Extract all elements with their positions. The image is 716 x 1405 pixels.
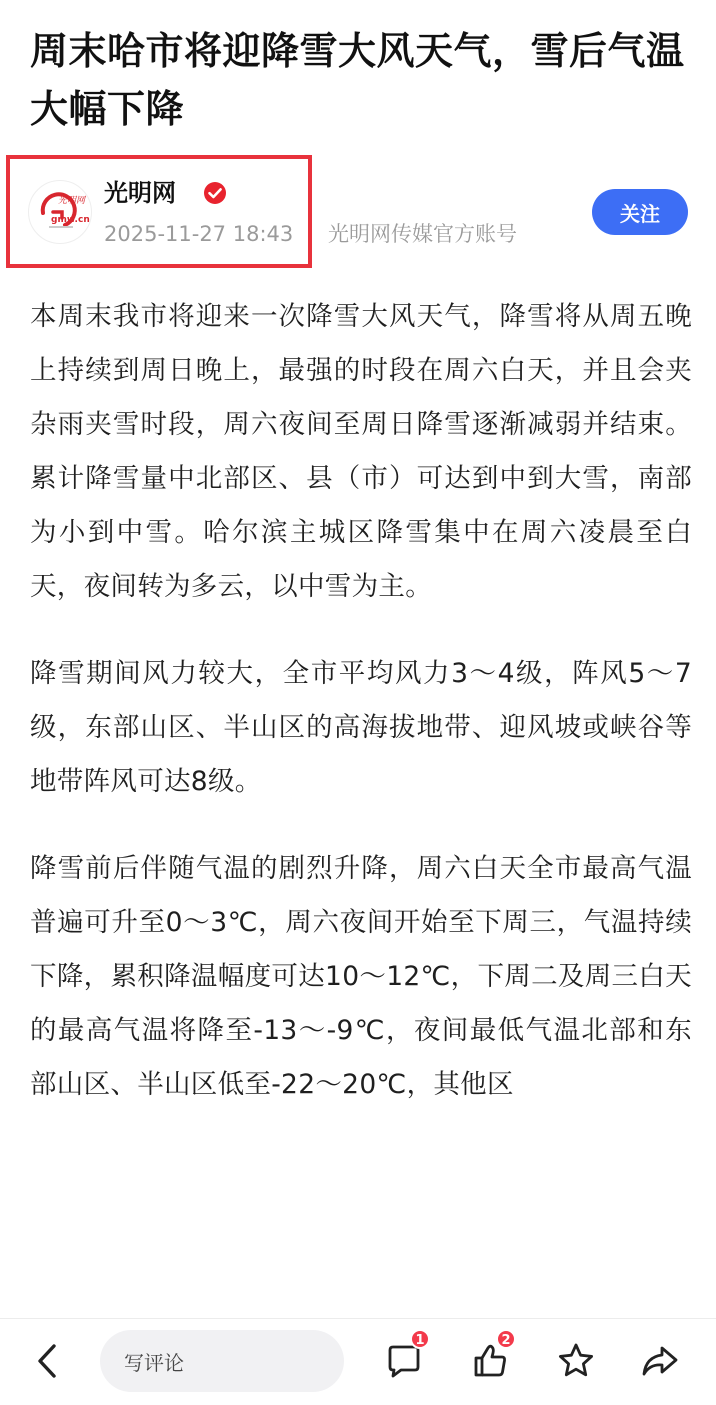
chevron-left-icon [33,1343,63,1379]
verified-badge-icon [203,181,227,205]
follow-button[interactable]: 关注 [592,189,688,235]
like-button[interactable] [466,1333,514,1385]
share-arrow-icon [640,1341,680,1381]
comment-input[interactable]: 写评论 [100,1330,344,1392]
share-button[interactable] [636,1337,684,1385]
like-count-badge: 2 [496,1329,516,1349]
svg-text:光明网: 光明网 [58,196,86,206]
comment-count-badge: 1 [410,1329,430,1349]
author-avatar[interactable] [28,180,92,244]
article-paragraph: 降雪前后伴随气温的剧烈升降，周六白天全市最高气温普遍可升至0～3℃，周六夜间开始至下周三，气温持续下降，累积降温幅度可达10～12℃，下周二及周三白天的最高气温将降至-13～-9℃，夜间最低气温北部和东部山区、半山区低至-22～20℃，其他区 [30,853,692,1100]
back-button[interactable] [26,1339,70,1383]
star-icon [556,1341,596,1381]
bottom-action-bar [0,1318,716,1405]
article-paragraph: 本周末我市将迎来一次降雪大风天气，降雪将从周五晚上持续到周日晚上，最强的时段在周六白天，并且会夹杂雨夹雪时段，周六夜间至周日降雪逐渐减弱并结束。累计降雪量中北部区、县（市）可达到中到大雪，南部为小到中雪。哈尔滨主城区降雪集中在周六凌晨至白天，夜间转为多云，以中雪为主。 [30,301,692,602]
post-time: 2025-11-27 18:43 [104,222,294,246]
article-paragraph: 降雪期间风力较大，全市平均风力3～4级，阵风5～7级，东部山区、半山区的高海拔地带、迎风坡或峡谷等地带阵风可达8级。 [30,658,692,797]
article-body [30,290,692,1145]
author-name[interactable]: 光明网 [104,179,176,207]
comments-button[interactable] [380,1333,428,1385]
account-description: 光明网传媒官方账号 [328,222,517,246]
article-title: 周末哈市将迎降雪大风天气，雪后气温大幅下降 [30,29,685,131]
gmw-logo-icon [29,181,91,243]
favorite-button[interactable] [552,1337,600,1385]
svg-text:gmw.cn: gmw.cn [51,215,90,225]
